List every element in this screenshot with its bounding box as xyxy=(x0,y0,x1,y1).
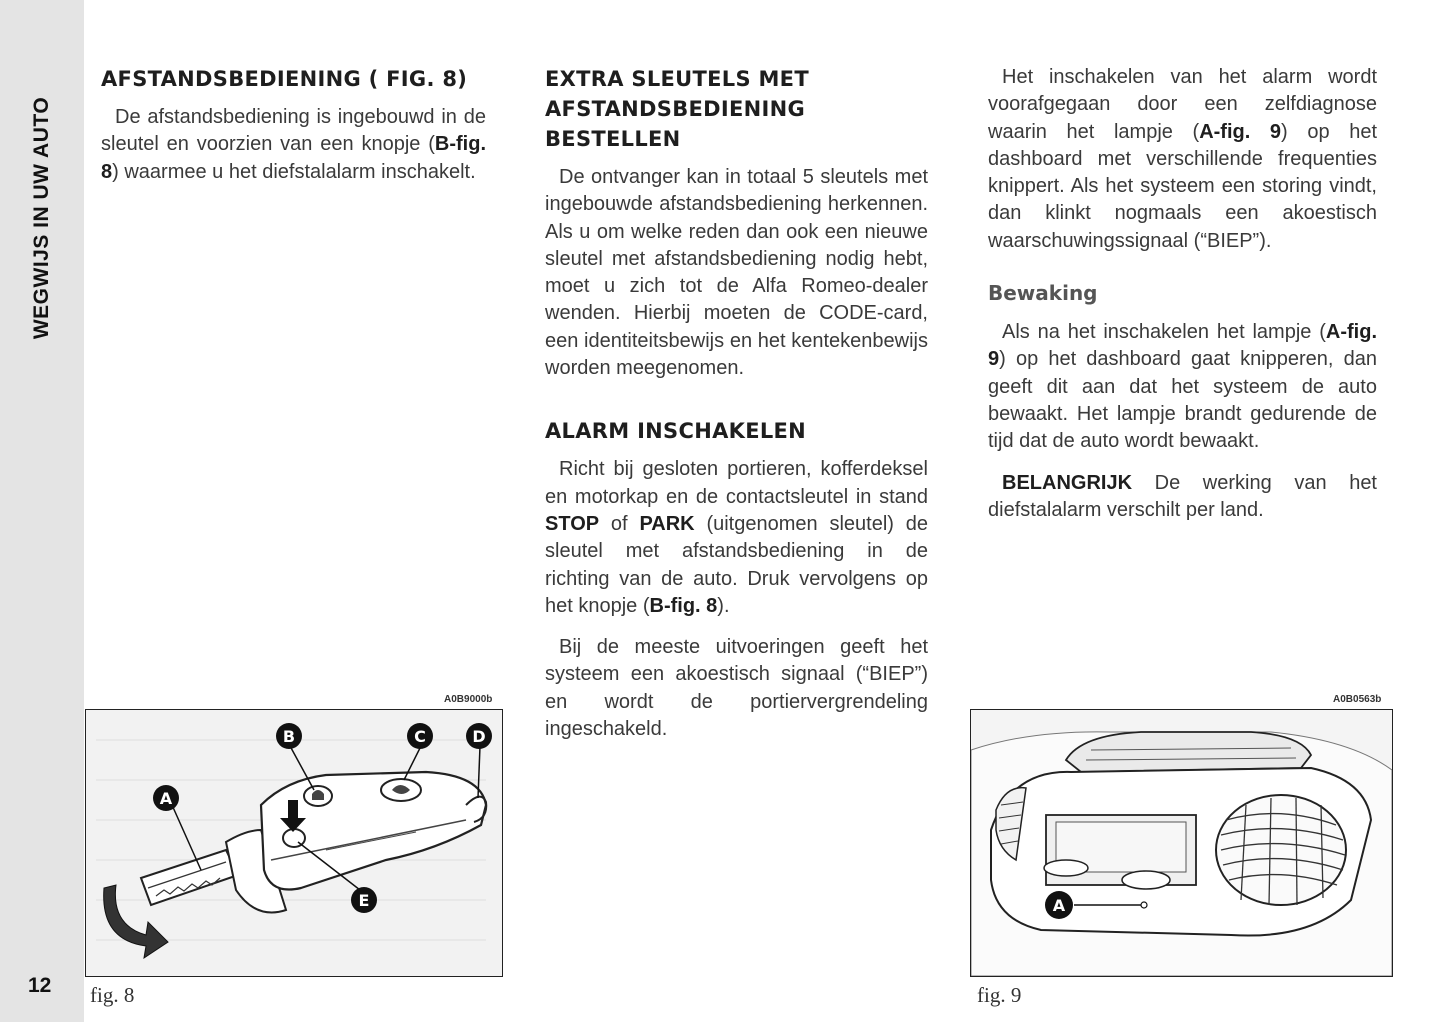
paragraph-bewaking: Als na het inschakelen het lampje (A-fig. 9) op het dashboard gaat knipperen, dan geeft dit aan dat het systeem de auto bewaakt. Het lampje brandt gedurende de tijd dat de auto wordt bewaakt. xyxy=(988,321,1377,453)
figure-9-code: A0B0563b xyxy=(1333,694,1382,705)
figure-8-caption: fig. 8 xyxy=(90,983,135,1007)
callout-a xyxy=(1045,891,1073,919)
paragraph-biep: Bij de meeste uitvoeringen geeft het systeem een akoestisch signaal (“BIEP”) en wordt de portiervergrendeling ingeschakeld. xyxy=(545,636,928,741)
paragraph-extra-sleutels: De ontvanger kan in totaal 5 sleutels met ingebouwde afstandsbediening herkennen. Als u om welke reden dan ook een nieuwe sleutel met afstandsbediening nodig hebt, moet u zich tot de Alfa Romeo-dealer wenden. Hierbij moeten de CODE-card, een identiteitsbewijs en het kentekenbewijs worden meegenomen. xyxy=(545,166,928,380)
svg-text:A: A xyxy=(1052,896,1066,915)
paragraph-zelfdiagnose: Het inschakelen van het alarm wordt voorafgegaan door een zelfdiagnose waarin het lampje (A-fig. 9) op het dashboard met verschillende frequenties knippert. Als het systeem een storing vindt, dan klinkt nogmaals een akoestisch waarschuwingssignaal (“BIEP”). xyxy=(988,66,1377,252)
heading-afstandsbediening: AFSTANDSBEDIENING ( FIG. 8) xyxy=(101,67,468,91)
sidebar xyxy=(0,0,84,1022)
svg-text:A: A xyxy=(159,789,173,808)
heading-bewaking: Bewaking xyxy=(988,281,1098,306)
callout-b xyxy=(276,723,302,749)
column-2 xyxy=(545,64,928,757)
svg-text:D: D xyxy=(472,727,486,746)
key-remote-illustration xyxy=(86,710,502,976)
column-3 xyxy=(988,64,1377,538)
figure-9-dashboard xyxy=(970,709,1393,977)
paragraph-belangrijk: BELANGRIJK De werking van het diefstalalarm verschilt per land. xyxy=(988,471,1377,521)
figure-8-code: A0B9000b xyxy=(444,694,493,705)
figure-8-key-remote xyxy=(85,709,503,977)
heading-alarm-inschakelen: ALARM INSCHAKELEN xyxy=(545,419,807,444)
paragraph-afstandsbediening: De afstandsbediening is ingebouwd in de sleutel en voorzien van een knopje (B-fig. 8) waarmee u het diefstalalarm inschakelt. xyxy=(101,106,486,183)
callout-d xyxy=(466,723,492,749)
callout-a xyxy=(153,785,179,811)
callout-c xyxy=(407,723,433,749)
svg-text:E: E xyxy=(358,891,370,910)
svg-text:C: C xyxy=(414,727,426,746)
heading-extra-sleutels: EXTRA SLEUTELS MET AFSTANDSBEDIENING BESTELLEN xyxy=(545,67,809,151)
dashboard-illustration xyxy=(971,710,1392,976)
paragraph-alarm-inschakelen: Richt bij gesloten portieren, kofferdeksel en motorkap en de contactsleutel in stand STOP of PARK (uitgenomen sleutel) de sleutel met afstandsbediening in de richting van de auto. Druk vervolgens op het knopje (B-fig. 8). xyxy=(545,458,929,617)
column-1 xyxy=(101,64,486,200)
svg-text:B: B xyxy=(282,727,296,746)
page-number: 12 xyxy=(28,974,52,997)
callout-e xyxy=(351,887,377,913)
figure-9-caption: fig. 9 xyxy=(977,983,1022,1007)
section-title: WEGWIJS IN UW AUTO xyxy=(30,96,53,340)
